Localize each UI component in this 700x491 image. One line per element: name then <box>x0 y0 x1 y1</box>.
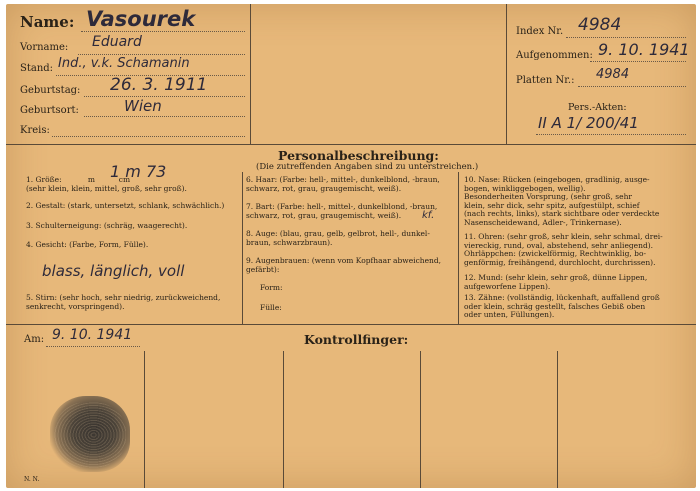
geburtstag-line <box>84 96 245 97</box>
item-nase: 10. Nase: Rücken (eingebogen, gradlinig, ausge- bogen, winkliggebogen, wellig). Besonderheiten Vorsprung, (sehr groß, sehr klein, sehr dick, sehr spitz, aufgestülpt, schief (nach rechts, links), stark sichtbare oder verdeckte Nasenscheidewand, Adler-, Trinkernase). <box>464 175 660 227</box>
aufgenommen-label: Aufgenommen: <box>516 50 593 61</box>
am-line <box>46 346 140 347</box>
platten-line <box>578 86 686 87</box>
geburtstag-label: Geburtstag: <box>20 85 81 96</box>
personal-subtitle: (Die zutreffenden Angaben sind zu unterstreichen.) <box>256 162 479 172</box>
vorname-line <box>78 54 245 55</box>
height-value: 1 m 73 <box>110 162 167 181</box>
item-auge: 8. Auge: (blau, grau, gelb, gelbrot, hell-, dunkel- braun, schwarzbraun). <box>246 229 430 247</box>
platten-label: Platten Nr.: <box>516 75 575 86</box>
item-form: Form: <box>260 283 283 292</box>
fingerprint-ridges <box>54 402 126 468</box>
item-groesse: 1. Größe: m cm (sehr klein, klein, mittel, groß, sehr groß). <box>26 175 187 193</box>
akten-line <box>536 134 686 135</box>
stand-value: Ind., v.k. Schamanin <box>58 56 190 71</box>
divider-header-left <box>250 4 251 144</box>
item-fuelle: Fülle: <box>260 303 282 312</box>
index-label: Index Nr. <box>516 26 564 37</box>
divider-finger-4 <box>557 351 558 488</box>
am-label: Am: <box>24 334 45 345</box>
aufgenommen-line <box>590 61 686 62</box>
geburtstag-value: 26. 3. 1911 <box>110 75 208 95</box>
vorname-value: Eduard <box>92 34 142 50</box>
personal-title: Personalbeschreibung: <box>278 148 439 163</box>
divider-finger-3 <box>420 351 421 488</box>
divider-finger-2 <box>283 351 284 488</box>
item-zaehne: 13. Zähne: (vollständig, lückenhaft, auffallend groß oder klein, schräg gestellt, falsches Gebiß oben oder unten, Füllungen). <box>464 293 660 320</box>
vorname-label: Vorname: <box>20 42 69 53</box>
item-gestalt: 2. Gestalt: (stark, untersetzt, schlank, schwächlich.) <box>26 201 225 210</box>
divider-col1 <box>242 172 243 324</box>
platten-value: 4984 <box>596 67 630 82</box>
name-value: Vasourek <box>86 7 196 31</box>
name-line <box>81 31 245 32</box>
kontroll-title: Kontrollfinger: <box>304 332 409 347</box>
kreis-line <box>52 136 245 137</box>
bart-value: kf. <box>422 210 435 221</box>
item-haar: 6. Haar: (Farbe: hell-, mittel-, dunkelblond, -braun, schwarz, rot, grau, graugemischt, weiß). <box>246 175 440 193</box>
divider-personal <box>6 324 696 325</box>
stand-label: Stand: <box>20 63 54 74</box>
akten-value: II A 1/ 200/41 <box>538 114 639 132</box>
name-label: Name: <box>20 13 75 31</box>
index-value: 4984 <box>578 15 622 35</box>
item-bart: 7. Bart: (Farbe: hell-, mittel-, dunkelblond, -braun, schwarz, rot, grau, graugemischt, weiß). <box>246 202 438 220</box>
geburtsort-value: Wien <box>124 97 162 115</box>
item-mund: 12. Mund: (sehr klein, sehr groß, dünne Lippen, aufgeworfene Lippen). <box>464 273 648 291</box>
index-line <box>566 37 686 38</box>
item-gesicht: 4. Gesicht: (Farbe, Form, Fülle). <box>26 240 149 249</box>
item-stirn: 5. Stirn: (sehr hoch, sehr niedrig, zurückweichend, senkrecht, vorspringend). <box>26 293 221 311</box>
item-schulterneigung: 3. Schulterneigung: (schräg, waagerecht). <box>26 221 188 230</box>
item-augenbrauen: 9. Augenbrauen: (wenn vom Kopfhaar abweichend, gefärbt): <box>246 256 442 274</box>
akten-label: Pers.-Akten: <box>568 102 627 113</box>
aufgenommen-value: 9. 10. 1941 <box>598 40 690 59</box>
index-card <box>6 4 696 488</box>
divider-header-right <box>506 4 507 144</box>
divider-finger-1 <box>144 351 145 488</box>
face-value: blass, länglich, voll <box>42 262 185 280</box>
geburtsort-label: Geburtsort: <box>20 105 79 116</box>
kreis-label: Kreis: <box>20 125 50 136</box>
item-ohren: 11. Ohren: (sehr groß, sehr klein, sehr schmal, drei- viereckig, rund, oval, abstehend, sehr anliegend). Ohrläppchen: (zwickelförmig, Rechtwinklig, bo- genförmig, freihängend, durchlocht, durchrissen). <box>464 232 663 267</box>
initials: N. N. <box>24 476 40 483</box>
divider-col2 <box>458 172 459 324</box>
geburtsort-line <box>84 116 245 117</box>
am-value: 9. 10. 1941 <box>52 327 133 343</box>
divider-header <box>6 144 696 145</box>
